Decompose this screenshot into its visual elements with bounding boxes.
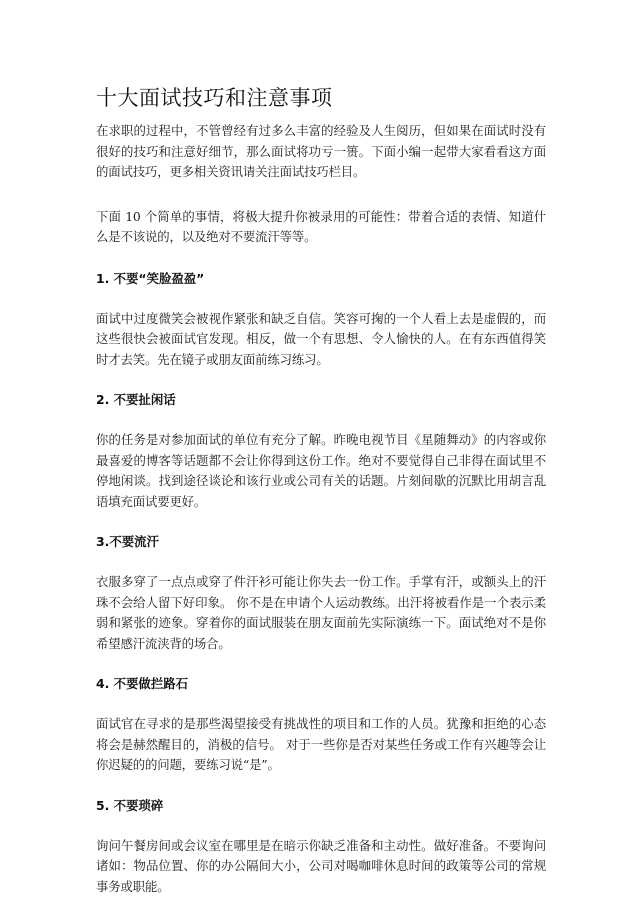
section-4 bbox=[96, 674, 546, 776]
section-heading: 4. 不要做拦路石 bbox=[96, 676, 188, 691]
section-body: 面试官在寻求的是那些渴望接受有挑战性的项目和工作的人员。犹豫和拒绝的心态将会是赫然醒目的，消极的信号。 对于一些你是否对某些任务或工作有兴趣等会让你迟疑的的问题，要练习说“是”。 bbox=[96, 716, 546, 772]
section-3 bbox=[96, 532, 546, 654]
document-page bbox=[96, 82, 546, 917]
intro-paragraph-1: 在求职的过程中，不管曾经有过多么丰富的经验及人生阅历，但如果在面试时没有很好的技巧和注意好细节，那么面试将功亏一篑。下面小编一起带大家看看这方面的面试技巧，更多相关资讯请关注面试技巧栏目。 bbox=[96, 123, 546, 179]
intro-paragraph-2: 下面 10 个简单的事情，将极大提升你被录用的可能性：带着合适的表情、知道什么是不该说的，以及绝对不要流汗等等。 bbox=[96, 208, 546, 244]
section-body: 你的任务是对参加面试的单位有充分了解。昨晚电视节目《星随舞动》的内容或你最喜爱的博客等话题都不会让你得到这份工作。绝对不要觉得自己非得在面试里不停地闲谈。找到途径谈论和该行业或公司有关的话题。片刻间歇的沉默比用胡言乱语填充面试要更好。 bbox=[96, 432, 546, 509]
section-heading: 5. 不要琐碎 bbox=[96, 797, 164, 813]
section-5 bbox=[96, 796, 546, 898]
section-body: 面试中过度微笑会被视作紧张和缺乏自信。笑容可掬的一个人看上去是虚假的，而这些很快会被面试官发现。相反，做一个有思想、令人愉快的人。在有东西值得笑时才去笑。先在镜子或朋友面前练习练习。 bbox=[96, 310, 546, 367]
document-title: 十大面试技巧和注意事项 bbox=[96, 86, 333, 110]
section-body: 衣服多穿了一点点或穿了件汗衫可能让你失去一份工作。手掌有汗，或额头上的汗珠不会给人留下好印象。 你不是在申请个人运动教练。出汗将被看作是一个表示柔弱和紧张的迹象。穿着你的面试服装在朋友面前先实际演练一下。面试绝对不是你希望感汗流浃背的场合。 bbox=[96, 574, 546, 651]
section-body: 询问午餐房间或会议室在哪里是在暗示你缺乏准备和主动性。做好准备。不要询问诸如：物品位置、你的办公隔间大小，公司对喝咖啡休息时间的政策等公司的常规事务或职能。 bbox=[96, 837, 546, 894]
section-heading: 3.不要流汗 bbox=[96, 534, 159, 549]
section-heading: 2. 不要扯闲话 bbox=[96, 392, 176, 407]
section-1 bbox=[96, 269, 546, 371]
section-heading: 1. 不要“笑脸盈盈” bbox=[96, 270, 205, 286]
section-2 bbox=[96, 390, 546, 512]
